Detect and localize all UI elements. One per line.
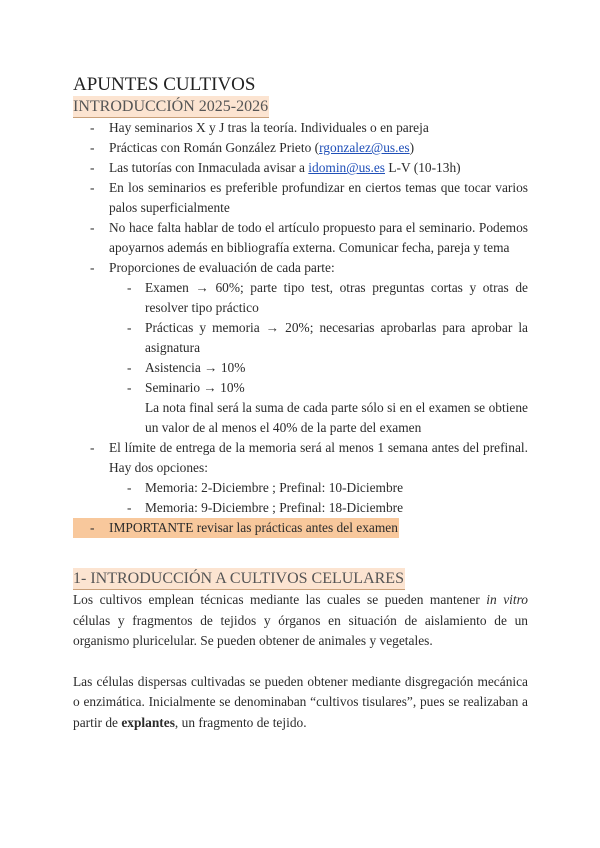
evaluation-note: La nota final será la suma de cada parte sólo si en el examen se obtiene un valor de al menos el 40% de la parte del examen xyxy=(145,400,528,435)
list-item: - Memoria: 9-Diciembre ; Prefinal: 18-Diciembre xyxy=(73,498,528,518)
list-item: - Examen → 60%; parte tipo test, otras preguntas cortas y otras de resolver tipo práctico xyxy=(127,280,528,315)
list-item: - El límite de entrega de la memoria será al menos 1 semana antes del prefinal. Hay dos opciones: xyxy=(90,440,528,475)
intro-list xyxy=(73,118,528,278)
list-item: - Las tutorías con Inmaculada avisar a idomin@us.es L-V (10-13h) xyxy=(73,158,528,178)
email-link-rgonzalez[interactable]: rgonzalez@us.es xyxy=(319,140,410,155)
document-title: APUNTES CULTIVOS xyxy=(73,74,256,95)
list-item: - Prácticas y memoria → 20%; necesarias aprobarlas para aprobar la asignatura xyxy=(127,320,528,355)
bullet-dash: - xyxy=(90,140,95,155)
list-item: - En los seminarios es preferible profundizar en ciertos temas que tocar varios palos superficialmente xyxy=(90,180,528,215)
bullet-dash: - xyxy=(127,380,132,395)
paragraph-2: Las células dispersas cultivadas se pueden obtener mediante disgregación mecánica o enzimática. Inicialmente se denominaban “cultivos tisulares”, pues se realizaban a partir de explantes, un fragmento de tejido. xyxy=(73,673,528,730)
deadline-list xyxy=(73,438,528,478)
section1-heading: 1- INTRODUCCIÓN A CULTIVOS CELULARES xyxy=(73,568,405,590)
bullet-dash: - xyxy=(90,220,95,235)
list-item: - Prácticas con Román González Prieto (rgonzalez@us.es) xyxy=(73,138,528,158)
important-list xyxy=(73,518,528,538)
bullet-dash: - xyxy=(127,500,132,515)
bullet-dash: - xyxy=(90,520,95,535)
paragraph-1: Los cultivos emplean técnicas mediante las cuales se pueden mantener in vitro células y fragmentos de tejidos y órganos en situación de aislamiento de un organismo pluricelular. Se pueden obtener de animales y vegetales. xyxy=(73,592,528,648)
bullet-dash: - xyxy=(90,160,95,175)
list-item: - Asistencia → 10% xyxy=(73,358,528,378)
evaluation-list xyxy=(73,278,528,398)
bullet-dash: - xyxy=(90,180,95,195)
bullet-dash: - xyxy=(90,260,95,275)
important-item: - IMPORTANTE revisar las prácticas antes del examen xyxy=(73,518,399,538)
list-item: - No hace falta hablar de todo el artículo propuesto para el seminario. Podemos apoyarnos además en bibliografía externa. Comunicar fecha, pareja y tema xyxy=(90,220,528,255)
bullet-dash: - xyxy=(127,360,132,375)
list-item: - Seminario → 10% xyxy=(73,378,528,398)
email-link-idomin[interactable]: idomin@us.es xyxy=(308,160,385,175)
list-item: - Proporciones de evaluación de cada parte: xyxy=(73,258,528,278)
bullet-dash: - xyxy=(90,120,95,135)
list-item: - Memoria: 2-Diciembre ; Prefinal: 10-Diciembre xyxy=(73,478,528,498)
bullet-dash: - xyxy=(127,480,132,495)
bullet-dash: - xyxy=(127,280,132,295)
bullet-dash: - xyxy=(90,440,95,455)
intro-heading: INTRODUCCIÓN 2025-2026 xyxy=(73,96,269,118)
options-list xyxy=(73,478,528,518)
document-page xyxy=(73,74,528,733)
list-item: - Hay seminarios X y J tras la teoría. Individuales o en pareja xyxy=(73,118,528,138)
bullet-dash: - xyxy=(127,320,132,335)
